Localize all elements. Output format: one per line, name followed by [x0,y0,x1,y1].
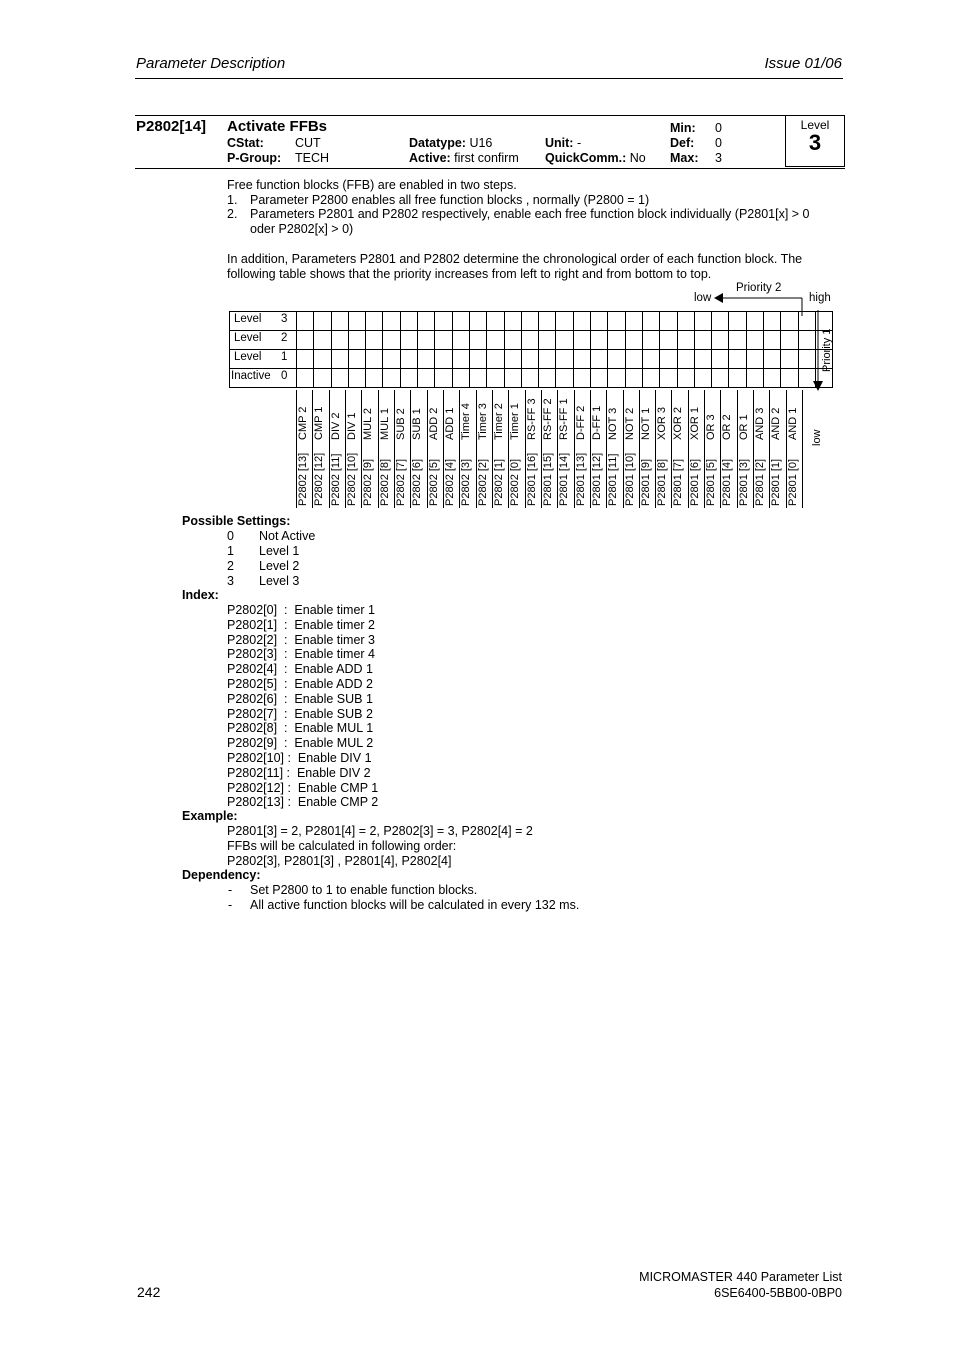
pgroup-value: TECH [295,151,330,165]
column-block-label: CMP 2 [297,406,309,440]
column-param-label: P2801 [13] [574,452,587,506]
column-param-label: P2801 [11] [607,453,620,506]
grid-cell [487,331,504,350]
column-block-label: D-FF 1 [590,405,603,440]
grid-cell [314,350,331,369]
column-param-label: P2801 [16] [525,452,538,506]
grid-cell [348,369,365,388]
column-block-label: ADD 2 [427,407,440,440]
index-item: P2802[0] : Enable timer 1 [227,603,376,617]
page-number: 242 [137,1284,161,1300]
grid-cell [694,312,711,331]
grid-cell [694,350,711,369]
index-item: P2802[13] : Enable CMP 2 [227,795,379,810]
grid-cell [348,331,365,350]
header-title: Parameter Description [136,55,286,72]
index-item: P2802[6] : Enable SUB 1 [227,691,373,706]
grid-cell [504,350,521,369]
grid-cell [418,350,435,369]
index-item: P2802[9] : Enable MUL 2 [227,736,374,751]
datatype-label: Datatype: [409,136,466,150]
grid-cell [297,331,314,350]
setting-key: 2 [227,559,234,573]
grid-cell [591,331,608,350]
grid-cell [383,312,400,331]
grid-cell [521,312,538,331]
grid-cell [608,312,625,331]
grid-cell [798,369,815,388]
grid-cell [764,331,781,350]
grid-cell [469,369,486,388]
grid-cell [331,312,348,331]
grid-cell [521,331,538,350]
grid-cell [573,331,590,350]
grid-cell [521,350,538,369]
grid-cell [781,331,798,350]
grid-cell [746,331,763,350]
grid-cell [469,331,486,350]
cstat-value: CUT [295,136,321,150]
grid-cell [400,312,417,331]
desc-step2-a: Parameters P2801 and P2802 respectively, enable each free function block individually (P2801[x] > 0 [250,207,810,221]
grid-cell [469,350,486,369]
column-block-label: NOT 3 [607,407,620,440]
priority2-low-label: low [694,292,712,304]
grid-cell [383,350,400,369]
desc-step2-num: 2. [227,207,238,221]
grid-cell [660,369,677,388]
grid-cell [452,369,469,388]
grid-cell [625,331,642,350]
index-item: P2802[1] : Enable timer 2 [227,617,376,632]
level-label: Level [800,118,830,132]
index-item: P2802[10] : Enable DIV 1 [227,751,372,765]
column-block-label: SUB 1 [411,408,424,440]
grid-cell [331,369,348,388]
grid-cell [764,350,781,369]
grid-cell [487,369,504,388]
grid-cell [348,312,365,331]
grid-cell [314,369,331,388]
grid-cell [435,331,452,350]
grid-cell [781,312,798,331]
column-divider [802,390,803,508]
grid-cell [625,312,642,331]
example-line-3: P2802[3], P2801[3] , P2801[4], P2802[4] [227,854,452,868]
desc-para2-b: following table shows that the priority increases from left to right and from bottom to top. [227,267,712,281]
grid-cell [556,350,573,369]
param-id: P2802[14] [136,118,207,135]
grid-cell [400,369,417,388]
column-block-label: Timer 1 [509,403,522,440]
grid-cell [366,369,383,388]
grid-cell [435,350,452,369]
min-label: Min: [670,121,696,135]
column-param-label: P2801 [8] [656,458,669,506]
column-block-label: AND 1 [786,407,799,440]
column-param-label: P2802 [13] [297,452,309,506]
column-block-label: SUB 2 [394,408,407,440]
example-line-1: P2801[3] = 2, P2801[4] = 2, P2802[3] = 3, P2802[4] = 2 [227,824,533,838]
grid-cell [452,312,469,331]
column-block-label: CMP 1 [313,406,326,440]
grid-cell [729,369,746,388]
grid-cell [314,312,331,331]
grid-cell [383,369,400,388]
grid-cell [487,350,504,369]
grid-cell [746,369,763,388]
grid-cell [435,369,452,388]
grid-cell [452,331,469,350]
grid-cell [729,312,746,331]
column-block-label: MUL 2 [362,408,375,440]
index-title: Index: [182,588,219,602]
column-block-label: OR 2 [721,414,734,440]
grid-cell [539,350,556,369]
priority-grid [229,311,833,388]
grid-cell [729,350,746,369]
grid-cell [521,369,538,388]
column-block-label: OR 3 [705,414,718,440]
grid-row-value: 2 [281,332,288,344]
grid-cell [573,369,590,388]
min-value: 0 [715,121,722,135]
grid-cell [642,312,659,331]
column-param-label: P2801 [14] [558,452,571,506]
priority1-label: Priority 1 [821,328,833,372]
grid-cell [729,331,746,350]
grid-cell [694,331,711,350]
grid-cell [435,312,452,331]
grid-row-name: Inactive [231,370,271,382]
column-block-label: ADD 1 [443,407,456,440]
cstat-label: CStat: [227,136,264,150]
grid-cell [677,331,694,350]
grid-cell [418,312,435,331]
setting-key: 0 [227,529,234,543]
column-param-label: P2801 [3] [737,458,750,506]
column-param-label: P2802 [0] [509,458,522,506]
grid-cell [660,350,677,369]
grid-cell [591,350,608,369]
grid-cell [591,312,608,331]
grid-cell [297,350,314,369]
grid-cell [608,369,625,388]
index-item: P2802[7] : Enable SUB 2 [227,706,373,721]
desc-step1: Parameter P2800 enables all free function blocks , normally (P2800 = 1) [250,193,650,207]
grid-cell [712,350,729,369]
header-rule [135,78,843,79]
grid-cell [504,369,521,388]
param-title: Activate FFBs [227,118,328,135]
grid-cell [798,350,815,369]
column-param-label: P2801 [2] [754,458,766,506]
priority1-high-label: high [809,292,831,304]
column-block-label: NOT 2 [623,407,636,440]
grid-cell [314,331,331,350]
index-item: P2802[3] : Enable timer 4 [227,647,376,662]
column-param-label: P2801 [1] [770,458,783,506]
column-block-label: NOT 1 [639,407,652,440]
grid-cell [366,331,383,350]
grid-cell [539,312,556,331]
max-label: Max: [670,151,699,165]
grid-cell [504,312,521,331]
grid-cell [556,369,573,388]
grid-cell [539,369,556,388]
grid-cell [660,312,677,331]
column-block-label: Timer 2 [492,403,505,440]
grid-cell [487,312,504,331]
grid-cell [746,312,763,331]
column-param-label: P2802 [2] [476,458,489,506]
level-box [785,115,845,167]
grid-cell [642,331,659,350]
column-param-label: P2802 [7] [394,458,407,506]
grid-cell [418,331,435,350]
footer-order-number: 6SE6400-5BB00-0BP0 [714,1286,842,1300]
grid-cell [556,312,573,331]
column-param-label: P2802 [10] [346,452,358,506]
setting-value: Not Active [259,529,316,543]
column-block-label: D-FF 2 [574,405,587,440]
column-param-label: P2801 [9] [639,458,652,506]
footer-product: MICROMASTER 440 Parameter List [639,1270,842,1284]
unit-value: - [576,136,582,150]
column-block-label: DIV 2 [329,412,342,440]
index-item: P2802[5] : Enable ADD 2 [227,677,373,691]
setting-value: Level 3 [259,574,300,588]
column-block-label: DIV 1 [346,412,358,440]
def-label: Def: [670,136,695,150]
grid-cell [798,331,815,350]
column-param-label: P2802 [5] [427,458,440,506]
possible-settings-title: Possible Settings: [182,514,291,528]
grid-cell [383,331,400,350]
grid-cell [400,331,417,350]
column-param-label: P2801 [7] [672,458,685,506]
grid-cell [815,369,832,388]
column-block-label: AND 2 [770,407,783,440]
grid-cell [642,350,659,369]
column-block-label: XOR 2 [672,406,685,440]
grid-cell [573,350,590,369]
column-param-label: P2802 [1] [492,458,505,506]
pgroup-label: P-Group: [227,151,282,165]
dependency-dash: - [228,883,233,897]
grid-cell [539,331,556,350]
grid-cell [781,369,798,388]
grid-cell [331,350,348,369]
grid-cell [573,312,590,331]
grid-cell [712,312,729,331]
grid-cell [331,331,348,350]
grid-cell [815,331,832,350]
column-block-label: Timer 3 [476,403,489,440]
grid-cell [815,350,832,369]
grid-cell [625,369,642,388]
column-param-label: P2801 [5] [705,458,718,506]
grid-cell [815,312,832,331]
grid-row-name: Level [234,313,262,325]
grid-cell [366,312,383,331]
desc-step2-b: oder P2802[x] > 0) [250,222,354,236]
column-block-label: RS-FF 1 [558,398,571,440]
setting-value: Level 2 [259,559,300,573]
grid-cell [694,369,711,388]
column-param-label: P2802 [4] [443,458,456,506]
grid-cell [418,369,435,388]
column-param-label: P2801 [15] [541,452,554,506]
dependency-item: All active function blocks will be calculated in every 132 ms. [250,898,580,912]
grid-cell [677,350,694,369]
grid-cell [608,331,625,350]
dependency-item: Set P2800 to 1 to enable function blocks. [250,883,478,897]
grid-cell [504,331,521,350]
grid-cell [452,350,469,369]
grid-cell [469,312,486,331]
grid-cell [712,369,729,388]
index-item: P2802[8] : Enable MUL 1 [227,721,374,736]
column-param-label: P2801 [6] [688,458,701,506]
example-line-2: FFBs will be calculated in following order: [227,839,457,853]
grid-cell [348,350,365,369]
column-block-label: AND 3 [754,407,766,440]
grid-cell [642,369,659,388]
unit-label: Unit: [545,136,574,150]
setting-key: 3 [227,574,234,588]
priority2-label: Priority 2 [736,282,782,294]
grid-cell [608,350,625,369]
grid-row-value: 1 [281,351,288,363]
grid-row-value: 0 [281,370,288,382]
column-param-label: P2801 [4] [721,458,734,506]
active-label: Active: [409,151,451,165]
grid-cell [297,312,314,331]
setting-value: Level 1 [259,544,300,558]
grid-cell [400,350,417,369]
column-param-label: P2802 [8] [378,458,391,506]
level-value: 3 [808,130,822,155]
grid-cell [781,350,798,369]
header-issue: Issue 01/06 [764,55,842,72]
column-param-label: P2802 [6] [411,458,424,506]
grid-cell [625,350,642,369]
dependency-dash: - [228,898,233,912]
def-value: 0 [715,136,722,150]
grid-cell [677,369,694,388]
column-param-label: P2802 [11] [329,453,342,506]
grid-cell [764,369,781,388]
index-item: P2802[4] : Enable ADD 1 [227,662,373,677]
desc-para2-a: In addition, Parameters P2801 and P2802 determine the chronological order of each function block. The [227,252,803,266]
priority1-low-label: low [811,429,823,446]
grid-cell [591,369,608,388]
column-param-label: P2801 [0] [786,458,799,506]
quickcomm-label: QuickComm.: [545,151,627,165]
column-param-label: P2802 [3] [460,458,473,506]
active-value: first confirm [454,151,519,165]
grid-row-name: Level [234,351,262,363]
grid-cell [764,312,781,331]
dependency-title: Dependency: [182,868,261,882]
example-title: Example: [182,809,238,823]
grid-row-name: Level [234,332,262,344]
index-item: P2802[2] : Enable timer 3 [227,632,376,647]
grid-cell [746,350,763,369]
index-item: P2802[11] : Enable DIV 2 [227,765,371,780]
grid-cell [677,312,694,331]
grid-cell [297,369,314,388]
column-param-label: P2801 [12] [590,452,603,506]
max-value: 3 [715,151,722,165]
grid-cell [556,331,573,350]
column-block-label: XOR 3 [656,406,669,440]
grid-cell [712,331,729,350]
desc-step1-num: 1. [227,193,238,207]
quickcomm-value: No [629,151,646,165]
index-item: P2802[12] : Enable CMP 1 [227,780,379,795]
column-block-label: RS-FF 3 [525,398,538,440]
desc-intro: Free function blocks (FFB) are enabled in two steps. [227,178,517,192]
setting-key: 1 [227,544,234,558]
grid-cell [798,312,815,331]
datatype-value: U16 [469,136,493,150]
grid-cell [366,350,383,369]
column-block-label: Timer 4 [460,403,473,440]
column-block-label: XOR 1 [688,406,701,440]
grid-cell [660,331,677,350]
grid-row-value: 3 [281,313,288,325]
column-param-label: P2802 [9] [362,458,375,506]
column-block-label: MUL 1 [378,408,391,440]
column-block-label: OR 1 [737,414,750,440]
column-block-label: RS-FF 2 [541,398,554,440]
column-param-label: P2802 [12] [313,452,326,506]
column-param-label: P2801 [10] [623,452,636,506]
